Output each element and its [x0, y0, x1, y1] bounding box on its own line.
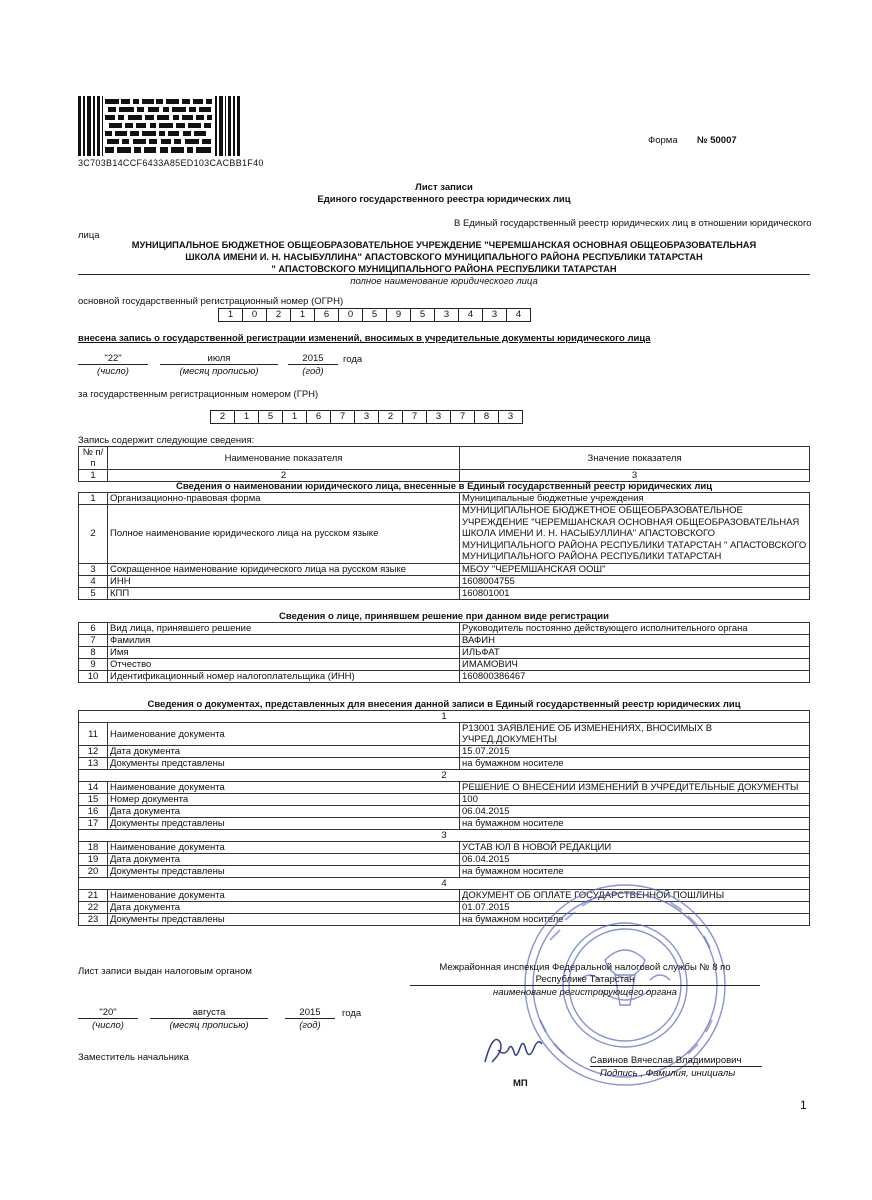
doc-title: Лист записи: [415, 182, 473, 193]
row-value: 160801001: [460, 587, 810, 599]
table-row: [79, 758, 810, 770]
section2-table: [78, 622, 810, 683]
row-value: ИЛЬФАТ: [460, 647, 810, 659]
table-row: [79, 866, 810, 878]
date2-day: "20": [78, 1007, 138, 1019]
row-name: Наименование документа: [108, 890, 460, 902]
row-name: Наименование документа: [108, 842, 460, 854]
row-value: МБОУ "ЧЕРЕМШАНСКАЯ ООШ": [460, 563, 810, 575]
ogrn-digit: 9: [386, 308, 410, 322]
table-row: [79, 563, 810, 575]
table-row: [79, 806, 810, 818]
issued-authority-line1: Межрайонная инспекция Федеральной налоговой службы № 8 по: [439, 962, 731, 973]
ogrn-digit: 4: [506, 308, 531, 322]
grn-digit: 8: [474, 410, 498, 424]
date1-day-caption: (число): [97, 366, 129, 377]
table-row: [79, 575, 810, 587]
row-value: УСТАВ ЮЛ В НОВОЙ РЕДАКЦИИ: [460, 842, 810, 854]
grn-digit: 2: [378, 410, 402, 424]
row-value: на бумажном носителе: [460, 818, 810, 830]
row-number: 19: [79, 854, 108, 866]
group-label: 3: [79, 830, 810, 842]
row-number: 16: [79, 806, 108, 818]
form-label: Форма: [648, 135, 678, 146]
row-number: 23: [79, 914, 108, 926]
row-name: ИНН: [108, 575, 460, 587]
row-value: 15.07.2015: [460, 746, 810, 758]
row-number: 20: [79, 866, 108, 878]
table-row: [79, 635, 810, 647]
ogrn-digits: [218, 308, 531, 322]
signer-position: Заместитель начальника: [78, 1052, 189, 1063]
row-name: Дата документа: [108, 746, 460, 758]
signer-name: Савинов Вячеслав Владимирович: [590, 1055, 762, 1067]
row-value: Р13001 ЗАЯВЛЕНИЕ ОБ ИЗМЕНЕНИЯХ, ВНОСИМЫХ В УЧРЕД.ДОКУМЕНТЫ: [460, 723, 810, 746]
row-value: РЕШЕНИЕ О ВНЕСЕНИИ ИЗМЕНЕНИЙ В УЧРЕДИТЕЛЬНЫЕ ДОКУМЕНТЫ: [460, 782, 810, 794]
table-row: [79, 623, 810, 635]
row-name: Идентификационный номер налогоплательщика (ИНН): [108, 671, 460, 683]
org-name-line3: " АПАСТОВСКОГО МУНИЦИПАЛЬНОГО РАЙОНА РЕСПУБЛИКИ ТАТАРСТАН: [78, 264, 810, 275]
row-value: 06.04.2015: [460, 806, 810, 818]
row-value: 1608004755: [460, 575, 810, 587]
row-value: Муниципальные бюджетные учреждения: [460, 493, 810, 505]
group-label: 1: [79, 711, 810, 723]
row-name: Вид лица, принявшего решение: [108, 623, 460, 635]
section3-title: Сведения о документах, представленных для внесения данной записи в Единый государственный реестр юридических лиц: [147, 699, 741, 710]
row-name: Имя: [108, 647, 460, 659]
ogrn-digit: 0: [338, 308, 362, 322]
ogrn-digit: 3: [434, 308, 458, 322]
row-name: Документы представлены: [108, 866, 460, 878]
signature-icon: [480, 1030, 550, 1070]
date2-month-caption: (месяц прописью): [169, 1020, 249, 1031]
row-number: 10: [79, 671, 108, 683]
row-number: 13: [79, 758, 108, 770]
issued-authority-caption: наименование регистрирующего органа: [493, 987, 677, 998]
group-label: 2: [79, 770, 810, 782]
grn-digit: 2: [210, 410, 234, 424]
grn-label: за государственным регистрационным номером (ГРН): [78, 389, 319, 400]
row-number: 21: [79, 890, 108, 902]
col-number-header: № п/п: [79, 447, 108, 470]
table-row: [79, 842, 810, 854]
row-value: МУНИЦИПАЛЬНОЕ БЮДЖЕТНОЕ ОБЩЕОБРАЗОВАТЕЛЬНОЕ УЧРЕЖДЕНИЕ "ЧЕРЕМШАНСКАЯ ОСНОВНАЯ ОБЩЕОБРАЗОВАТЕЛЬНАЯ ШКОЛА ИМЕНИ И. Н. НАСЫБУЛЛИНА" АПАСТОВСКОГО МУНИЦИПАЛЬНОГО РАЙОНА РЕСПУБЛИКИ ТАТАРСТАН " АПАСТОВСКОГО МУНИЦИПАЛЬНОГО РАЙОНА РЕСПУБЛИКИ ТАТАРСТАН: [460, 505, 810, 564]
grn-digit: 1: [234, 410, 258, 424]
table-row: [79, 493, 810, 505]
page-number: 1: [800, 1098, 807, 1112]
row-value: на бумажном носителе: [460, 914, 810, 926]
row-number: 18: [79, 842, 108, 854]
date2-year: 2015: [285, 1007, 335, 1019]
row-name: Номер документа: [108, 794, 460, 806]
row-name: Наименование документа: [108, 723, 460, 746]
grn-digit: 7: [402, 410, 426, 424]
table-row: [79, 782, 810, 794]
row-name: Наименование документа: [108, 782, 460, 794]
grn-digit: 5: [258, 410, 282, 424]
row-number: 8: [79, 647, 108, 659]
col-value-header: Значение показателя: [460, 447, 810, 470]
row-name: Сокращенное наименование юридического лица на русском языке: [108, 563, 460, 575]
row-name: Фамилия: [108, 635, 460, 647]
ogrn-digit: 0: [242, 308, 266, 322]
row-name: Дата документа: [108, 854, 460, 866]
table-row: [79, 854, 810, 866]
date2-year-caption: (год): [299, 1020, 321, 1031]
date2-day-caption: (число): [92, 1020, 124, 1031]
row-name: Дата документа: [108, 902, 460, 914]
row-number: 6: [79, 623, 108, 635]
issued-label: Лист записи выдан налоговым органом: [78, 966, 252, 977]
row-name: Отчество: [108, 659, 460, 671]
contains-text: Запись содержит следующие сведения:: [78, 435, 255, 446]
ogrn-digit: 5: [410, 308, 434, 322]
ogrn-digit: 2: [266, 308, 290, 322]
row-value: на бумажном носителе: [460, 758, 810, 770]
row-number: 15: [79, 794, 108, 806]
ogrn-digit: 4: [458, 308, 482, 322]
grn-digit: 6: [306, 410, 330, 424]
row-value: ИМАМОВИЧ: [460, 659, 810, 671]
table-row: [79, 647, 810, 659]
row-number: 12: [79, 746, 108, 758]
ogrn-digit: 5: [362, 308, 386, 322]
row-value: ВАФИН: [460, 635, 810, 647]
row-name: Документы представлены: [108, 758, 460, 770]
row-name: Документы представлены: [108, 914, 460, 926]
grn-digit: 3: [426, 410, 450, 424]
group-row: [79, 830, 810, 842]
col-value-index: 3: [460, 470, 810, 482]
table-row: [79, 671, 810, 683]
grn-digit: 7: [450, 410, 474, 424]
row-number: 14: [79, 782, 108, 794]
date1-suffix: года: [343, 354, 363, 365]
row-value: 160800386467: [460, 671, 810, 683]
table-row: [79, 659, 810, 671]
row-number: 4: [79, 575, 108, 587]
date2-month: августа: [150, 1007, 268, 1019]
section2-title: Сведения о лице, принявшем решение при данном виде регистрации: [279, 611, 609, 622]
table-row: [79, 794, 810, 806]
grn-digit: 1: [282, 410, 306, 424]
grn-digit: 7: [330, 410, 354, 424]
table-row: [79, 505, 810, 564]
issued-authority-line2: Республике Татарстан: [410, 974, 760, 986]
doc-subtitle: Единого государственного реестра юридических лиц: [317, 194, 571, 205]
row-number: 7: [79, 635, 108, 647]
row-value: ДОКУМЕНТ ОБ ОПЛАТЕ ГОСУДАРСТВЕННОЙ ПОШЛИНЫ: [460, 890, 810, 902]
group-row: [79, 711, 810, 723]
table-row: [79, 587, 810, 599]
table-row: [79, 818, 810, 830]
col-name-header: Наименование показателя: [108, 447, 460, 470]
row-name: КПП: [108, 587, 460, 599]
row-number: 22: [79, 902, 108, 914]
row-value: Руководитель постоянно действующего исполнительного органа: [460, 623, 810, 635]
barcode-code: 3C703B14CCF6433A85ED103CACBB1F40: [78, 158, 264, 168]
row-name: Документы представлены: [108, 818, 460, 830]
row-value: 06.04.2015: [460, 854, 810, 866]
row-number: 5: [79, 587, 108, 599]
intro-text: В Единый государственный реестр юридических лиц в отношении юридического: [454, 218, 812, 229]
group-row: [79, 770, 810, 782]
row-number: 11: [79, 723, 108, 746]
org-name-line2: ШКОЛА ИМЕНИ И. Н. НАСЫБУЛЛИНА" АПАСТОВСКОГО МУНИЦИПАЛЬНОГО РАЙОНА РЕСПУБЛИКИ ТАТАРСТАН: [185, 252, 703, 262]
table-row: [79, 723, 810, 746]
grn-digit: 3: [498, 410, 523, 424]
org-name-caption: полное наименование юридического лица: [350, 276, 538, 287]
row-number: 17: [79, 818, 108, 830]
col-number-index: 1: [79, 470, 108, 482]
entry-text: внесена запись о государственной регистрации изменений, вносимых в учредительные документы юридического лица: [78, 333, 651, 344]
grn-digit: 3: [354, 410, 378, 424]
ogrn-digit: 1: [290, 308, 314, 322]
row-number: 2: [79, 505, 108, 564]
group-label: 4: [79, 878, 810, 890]
row-number: 1: [79, 493, 108, 505]
ogrn-label: основной государственный регистрационный номер (ОГРН): [78, 296, 344, 307]
ogrn-digit: 3: [482, 308, 506, 322]
intro-text-2: лица: [78, 230, 100, 241]
date1-month: июля: [160, 353, 278, 365]
row-name: Полное наименование юридического лица на русском языке: [108, 505, 460, 564]
org-name-line1: МУНИЦИПАЛЬНОЕ БЮДЖЕТНОЕ ОБЩЕОБРАЗОВАТЕЛЬНОЕ УЧРЕЖДЕНИЕ "ЧЕРЕМШАНСКАЯ ОСНОВНАЯ ОБЩЕОБРАЗОВАТЕЛЬНАЯ: [131, 240, 757, 250]
row-value: на бумажном носителе: [460, 866, 810, 878]
form-number: № 50007: [697, 135, 737, 146]
table-row: [79, 746, 810, 758]
mp-label: МП: [513, 1078, 528, 1089]
date1-month-caption: (месяц прописью): [179, 366, 259, 377]
barcode-image: [78, 96, 240, 156]
date1-year-caption: (год): [302, 366, 324, 377]
date1-day: "22": [78, 353, 148, 365]
section1-table: [78, 492, 810, 600]
header-table: [78, 446, 810, 482]
date1-year: 2015: [288, 353, 338, 365]
col-name-index: 2: [108, 470, 460, 482]
section1-title: Сведения о наименовании юридического лица, внесенные в Единый государственный реестр юридических лиц: [175, 481, 713, 492]
row-number: 3: [79, 563, 108, 575]
row-value: 01.07.2015: [460, 902, 810, 914]
row-value: 100: [460, 794, 810, 806]
row-name: Дата документа: [108, 806, 460, 818]
signer-caption: Подпись , Фамилия, инициалы: [600, 1068, 736, 1079]
row-name: Организационно-правовая форма: [108, 493, 460, 505]
ogrn-digit: 6: [314, 308, 338, 322]
row-number: 9: [79, 659, 108, 671]
date2-suffix: года: [342, 1008, 362, 1019]
grn-digits: [210, 410, 523, 424]
ogrn-digit: 1: [218, 308, 242, 322]
